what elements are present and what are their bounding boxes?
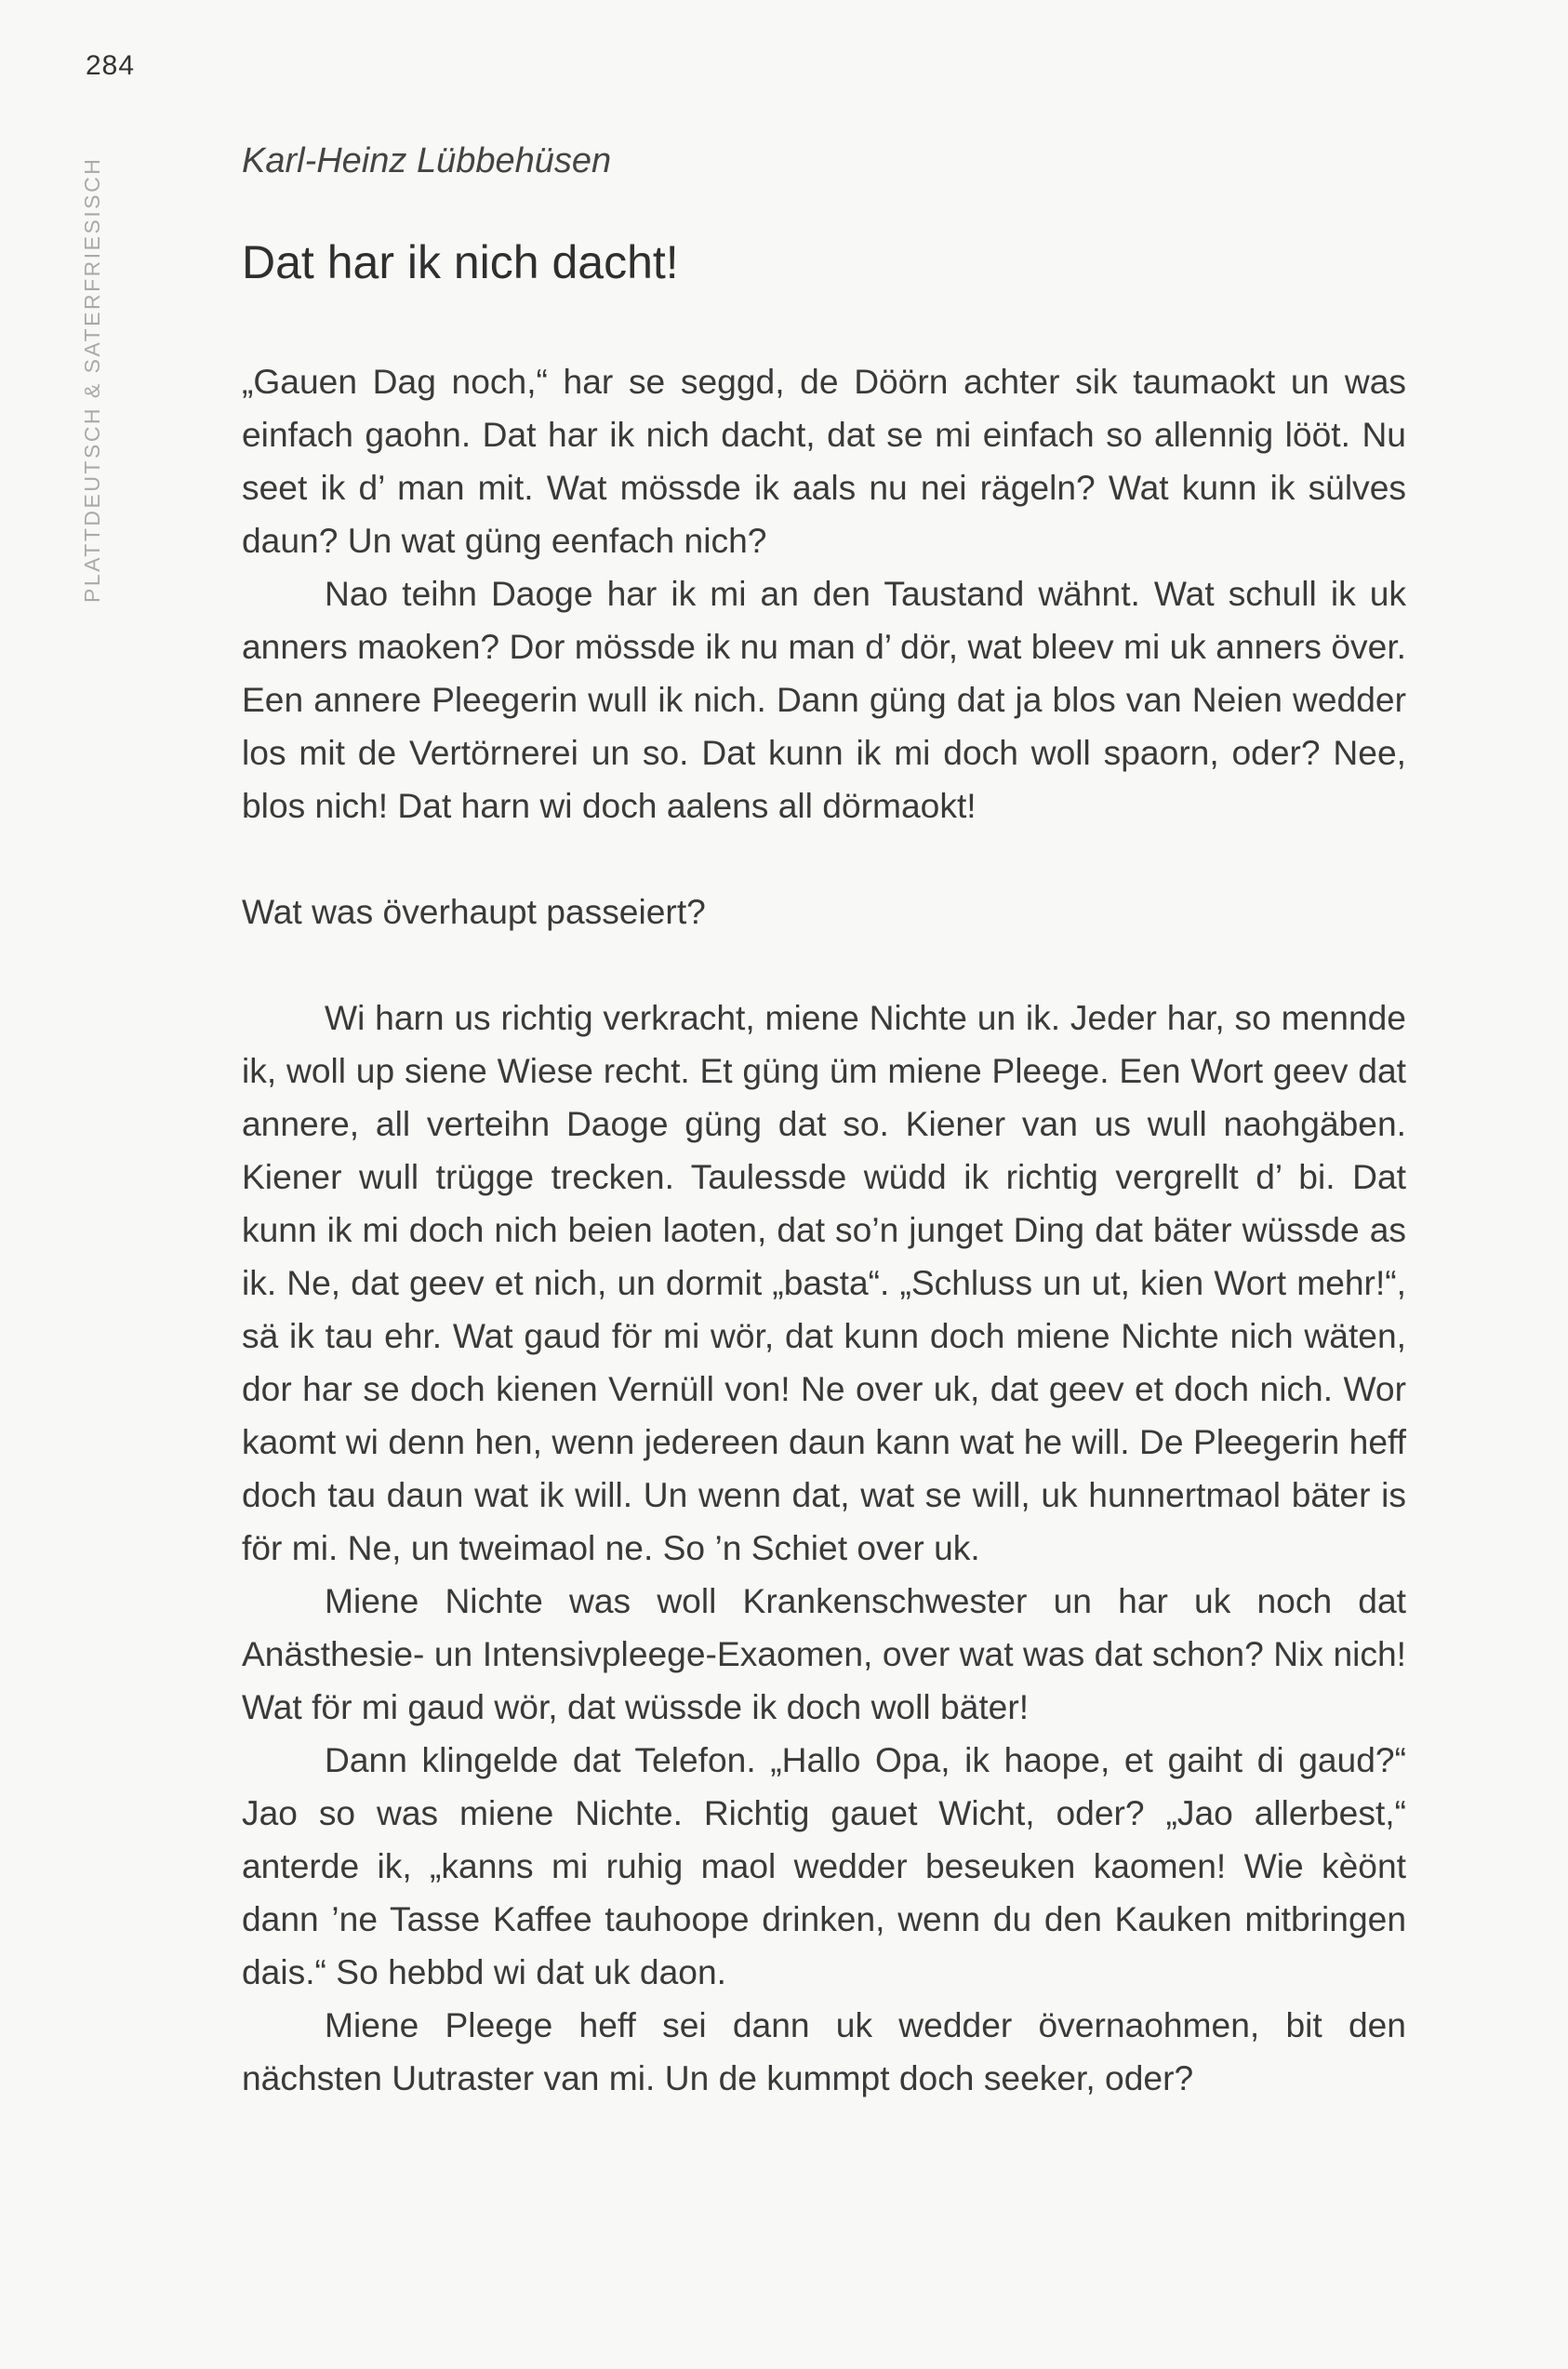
paragraph: Nao teihn Daoge har ik mi an den Taustand wähnt. Wat schull ik uk anners maoken? Dor mössde ik nu man d’ dör, wat bleev mi uk anners över. Een annere Pleegerin wull ik nich. Dann güng dat ja blos van Neien wedder los mit de Vertörnerei un so. Dat kunn ik mi doch woll spaorn, oder? Nee, blos nich! Dat harn wi doch aalens all dörmaokt! (242, 574, 1406, 825)
page-number: 284 (86, 50, 136, 81)
paragraph: Miene Nichte was woll Krankenschwester un har uk noch dat Anästhesie- un Intensivpleege-Exaomen, over wat was dat schon? Nix nich! Wat för mi gaud wör, dat wüssde ik doch woll bäter! (242, 1581, 1406, 1726)
article-title: Dat har ik nich dacht! (242, 236, 679, 288)
paragraph: Dann klingelde dat Telefon. „Hallo Opa, ik haope, et gaiht di gaud?“ Jao so was miene Nichte. Richtig gauet Wicht, oder? „Jao allerbest,“ anterde ik, „kanns mi ruhig maol wedder beseuken kaomen! Wie kèönt dann ’ne Tasse Kaffee tauhoope drinken, wenn du den Kauken mitbringen dais.“ So hebbd wi dat uk daon. (242, 1740, 1406, 1991)
side-section-label: PLATTDEUTSCH & SATERFRIESISCH (80, 156, 104, 603)
paragraph: Wi harn us richtig verkracht, miene Nichte un ik. Jeder har, so mennde ik, woll up siene Wiese recht. Et güng üm miene Pleege. Een Wort geev dat annere, all verteihn Daoge güng dat so. Kiener van us wull naohgäben. Kiener wull trügge trecken. Taulessde wüdd ik richtig vergrellt d’ bi. Dat kunn ik mi doch nich beien laoten, dat so’n junget Ding dat bäter wüssde as ik. Ne, dat geev et nich, un dormit „basta“. „Schluss un ut, kien Wort mehr!“, sä ik tau ehr. Wat gaud för mi wör, dat kunn doch miene Nichte nich wäten, dor har se doch kienen Vernüll von! Ne over uk, dat geev et doch nich. Wor kaomt wi denn hen, wenn jedereen daun kann wat he will. De Pleegerin heff doch tau daun wat ik will. Un wenn dat, wat se will, uk hunnertmaol bäter is för mi. Ne, un tweimaol ne. So ’n Schiet over uk. (242, 998, 1406, 1567)
paragraph: „Gauen Dag noch,“ har se seggd, de Döörn achter sik taumaokt un was einfach gaohn. Dat har ik nich dacht, dat se mi einfach so allennig lööt. Nu seet ik d’ man mit. Wat mössde ik aals nu nei rägeln? Wat kunn ik sülves daun? Un wat güng eenfach nich? (242, 362, 1406, 560)
paragraph: Miene Pleege heff sei dann uk wedder övernaohmen, bit den nächsten Uutraster van mi. Un de kummpt doch seeker, oder? (242, 2005, 1406, 2097)
article-content (242, 138, 1406, 2105)
author-name: Karl-Heinz Lübbehüsen (242, 141, 612, 180)
section-heading: Wat was överhaupt passeiert? (242, 892, 706, 931)
